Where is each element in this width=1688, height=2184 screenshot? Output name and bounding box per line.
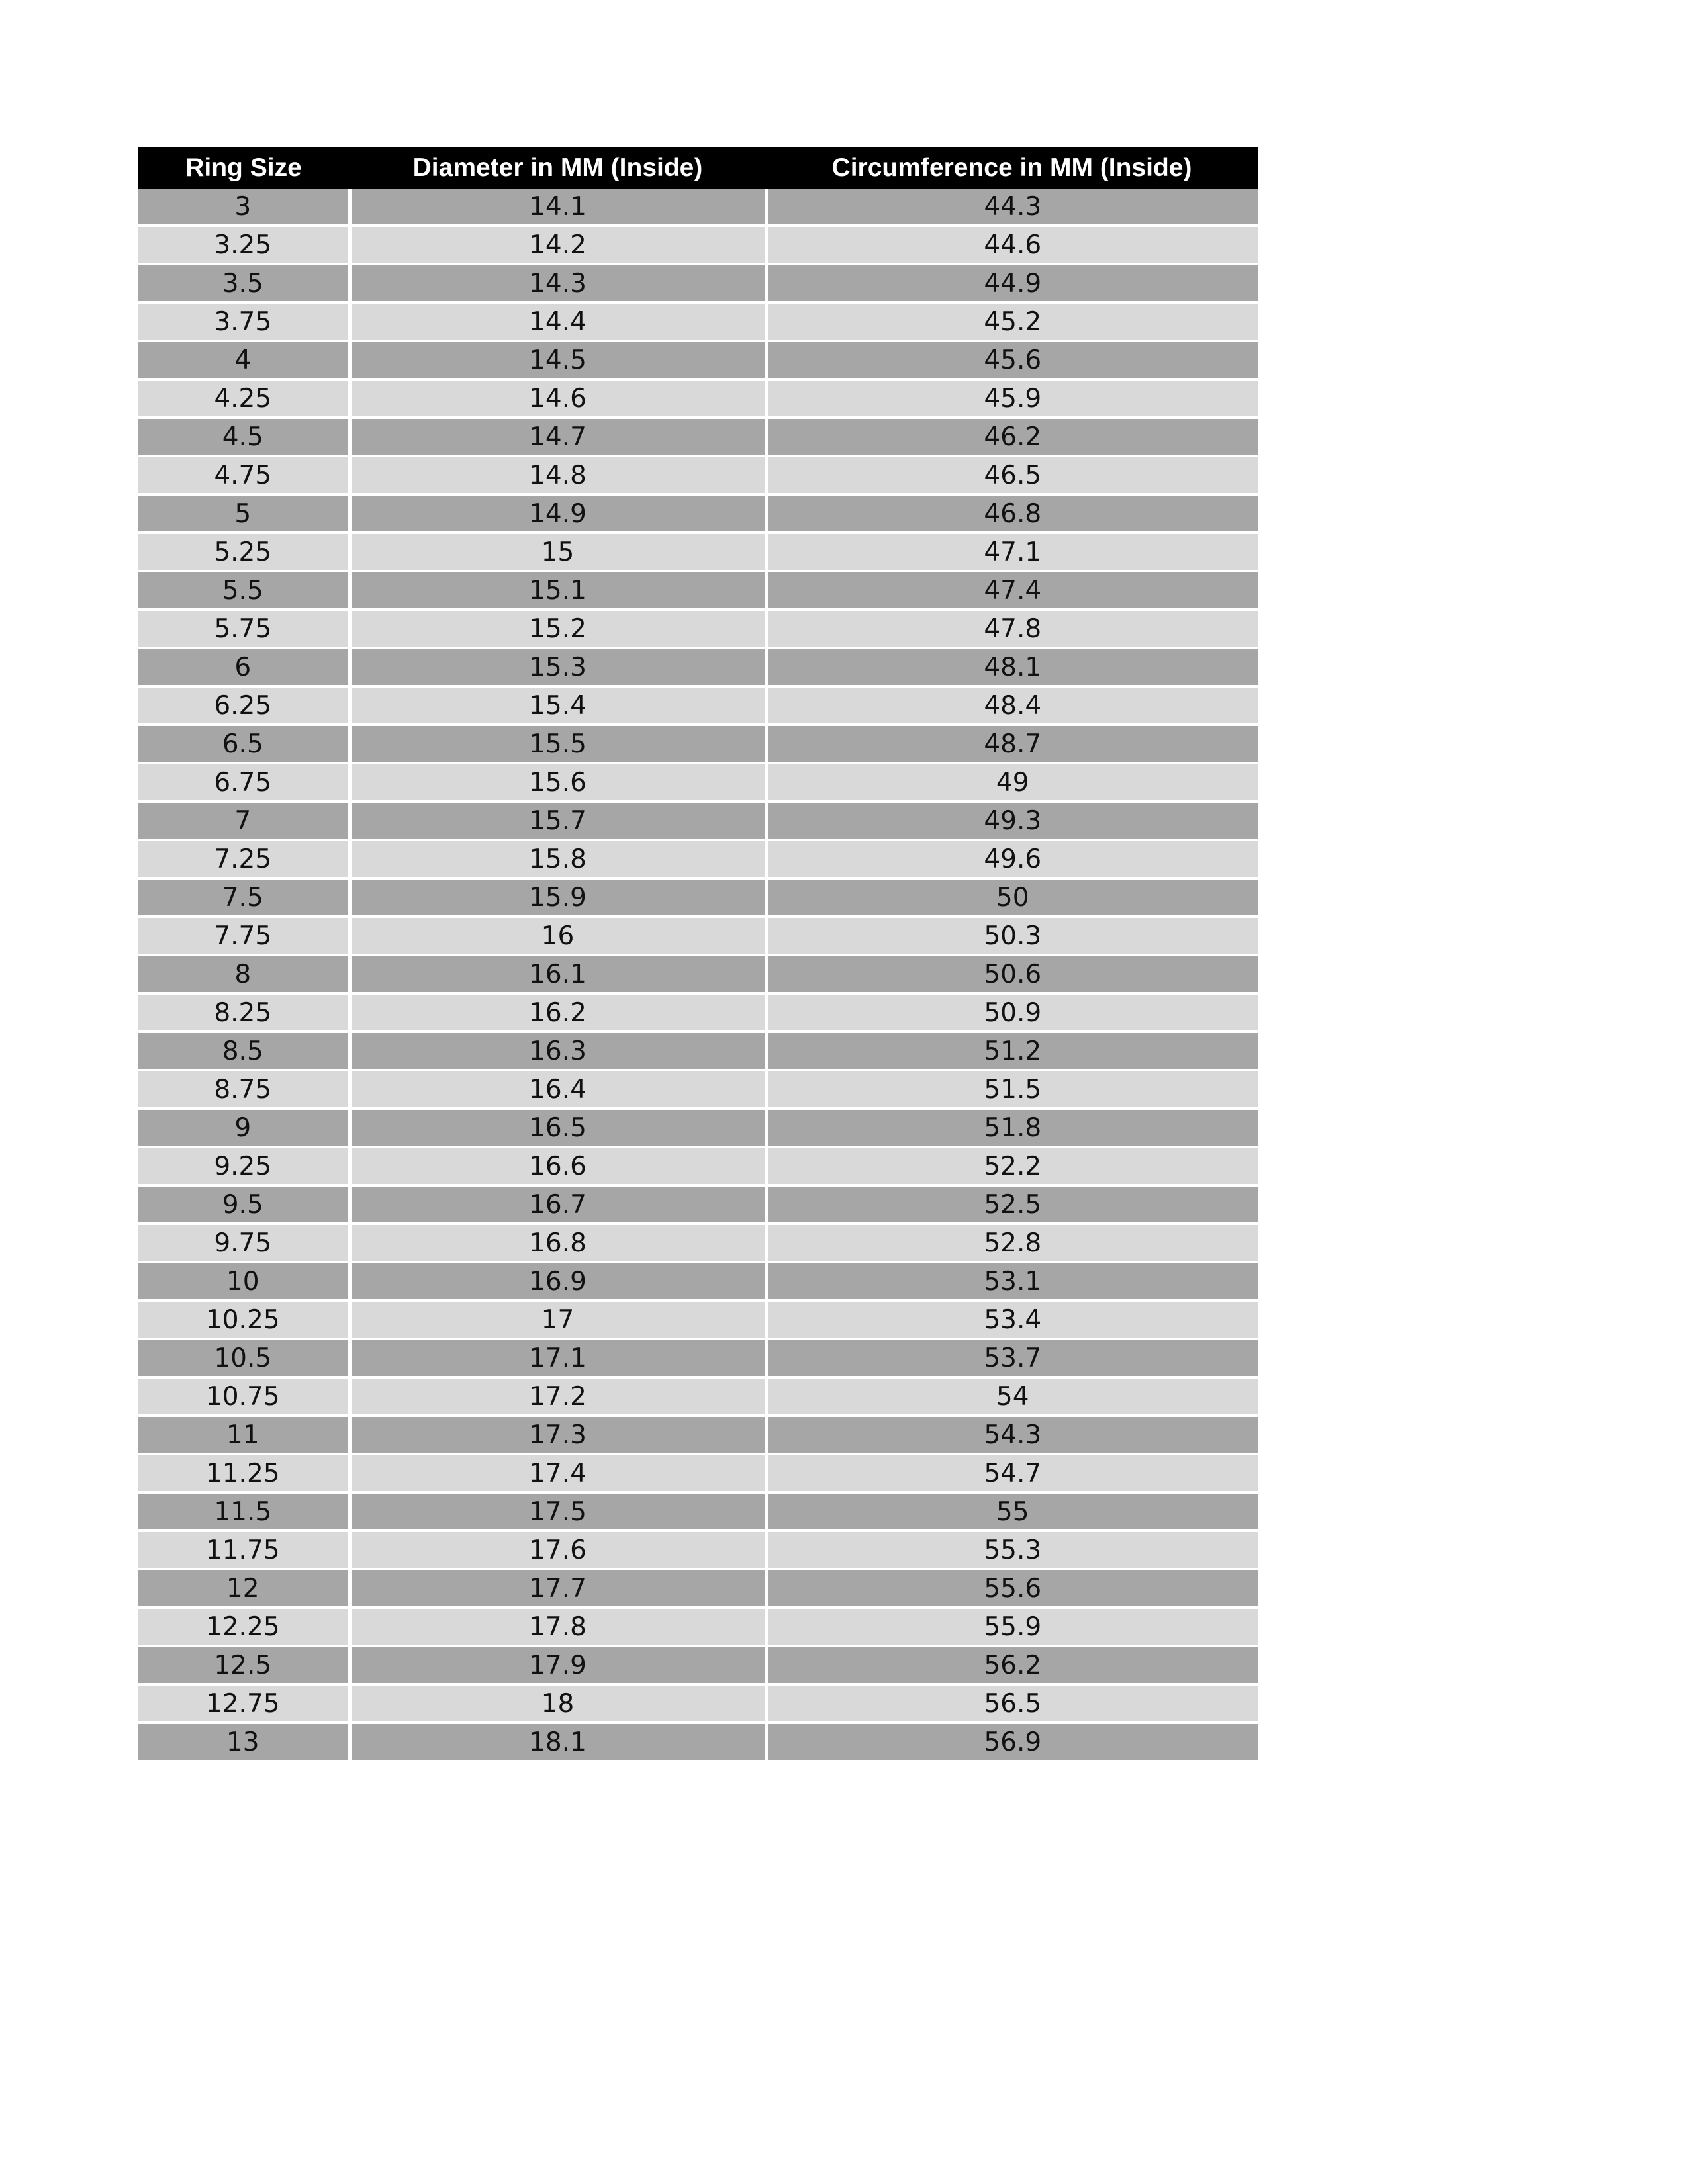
table-row [138, 1224, 1258, 1262]
diameter-cell: 14.8 [350, 456, 766, 494]
table-row [138, 686, 1258, 725]
circumference-cell: 46.2 [766, 418, 1258, 456]
table-row [138, 1569, 1258, 1608]
header-diameter: Diameter in MM (Inside) [350, 147, 766, 189]
table-row [138, 1454, 1258, 1492]
table-row [138, 1339, 1258, 1377]
ring-size-cell: 8.5 [138, 1032, 350, 1070]
ring-size-cell: 10 [138, 1262, 350, 1300]
ring-size-cell: 5.25 [138, 533, 350, 571]
circumference-cell: 55.6 [766, 1569, 1258, 1608]
diameter-cell: 16.3 [350, 1032, 766, 1070]
diameter-cell: 16.1 [350, 955, 766, 993]
diameter-cell: 18 [350, 1684, 766, 1723]
table-row [138, 993, 1258, 1032]
circumference-cell: 56.2 [766, 1646, 1258, 1684]
diameter-cell: 17.6 [350, 1531, 766, 1569]
table-row [138, 840, 1258, 878]
diameter-cell: 17.9 [350, 1646, 766, 1684]
ring-size-cell: 9.25 [138, 1147, 350, 1185]
table-row [138, 1646, 1258, 1684]
table-row [138, 1185, 1258, 1224]
ring-size-cell: 12 [138, 1569, 350, 1608]
table-row [138, 878, 1258, 917]
table-row [138, 1416, 1258, 1454]
ring-size-cell: 8.25 [138, 993, 350, 1032]
circumference-cell: 50 [766, 878, 1258, 917]
diameter-cell: 17.5 [350, 1492, 766, 1531]
table-row [138, 1109, 1258, 1147]
ring-size-cell: 7 [138, 801, 350, 840]
table-row [138, 1070, 1258, 1109]
ring-size-cell: 3.75 [138, 302, 350, 341]
ring-size-cell: 5.75 [138, 610, 350, 648]
table-row [138, 264, 1258, 302]
circumference-cell: 50.9 [766, 993, 1258, 1032]
circumference-cell: 45.9 [766, 379, 1258, 418]
circumference-cell: 46.5 [766, 456, 1258, 494]
table-row [138, 725, 1258, 763]
diameter-cell: 16.5 [350, 1109, 766, 1147]
ring-size-cell: 12.25 [138, 1608, 350, 1646]
table-row [138, 1262, 1258, 1300]
circumference-cell: 53.1 [766, 1262, 1258, 1300]
ring-size-cell: 10.5 [138, 1339, 350, 1377]
diameter-cell: 15.4 [350, 686, 766, 725]
ring-size-table [138, 147, 1258, 1762]
table-row [138, 1723, 1258, 1761]
diameter-cell: 14.5 [350, 341, 766, 379]
diameter-cell: 15.3 [350, 648, 766, 686]
table-row [138, 610, 1258, 648]
ring-size-cell: 9 [138, 1109, 350, 1147]
ring-size-cell: 10.25 [138, 1300, 350, 1339]
circumference-cell: 55.3 [766, 1531, 1258, 1569]
ring-size-cell: 13 [138, 1723, 350, 1761]
table-row [138, 1377, 1258, 1416]
table-body [138, 189, 1258, 1761]
diameter-cell: 14.2 [350, 226, 766, 264]
diameter-cell: 15 [350, 533, 766, 571]
circumference-cell: 51.5 [766, 1070, 1258, 1109]
ring-size-cell: 7.25 [138, 840, 350, 878]
circumference-cell: 48.4 [766, 686, 1258, 725]
circumference-cell: 47.4 [766, 571, 1258, 610]
circumference-cell: 44.3 [766, 189, 1258, 226]
circumference-cell: 50.6 [766, 955, 1258, 993]
diameter-cell: 16 [350, 917, 766, 955]
circumference-cell: 47.8 [766, 610, 1258, 648]
ring-size-cell: 9.5 [138, 1185, 350, 1224]
circumference-cell: 52.8 [766, 1224, 1258, 1262]
table-row [138, 571, 1258, 610]
diameter-cell: 17.1 [350, 1339, 766, 1377]
diameter-cell: 14.3 [350, 264, 766, 302]
table-row [138, 1608, 1258, 1646]
table-row [138, 341, 1258, 379]
diameter-cell: 15.1 [350, 571, 766, 610]
ring-size-cell: 11 [138, 1416, 350, 1454]
ring-size-cell: 6 [138, 648, 350, 686]
diameter-cell: 17.2 [350, 1377, 766, 1416]
diameter-cell: 18.1 [350, 1723, 766, 1761]
circumference-cell: 45.6 [766, 341, 1258, 379]
diameter-cell: 14.6 [350, 379, 766, 418]
header-row [138, 147, 1258, 189]
header-circumference: Circumference in MM (Inside) [766, 147, 1258, 189]
diameter-cell: 14.9 [350, 494, 766, 533]
ring-size-cell: 6.5 [138, 725, 350, 763]
table-row [138, 189, 1258, 226]
circumference-cell: 56.5 [766, 1684, 1258, 1723]
ring-size-cell: 3.25 [138, 226, 350, 264]
diameter-cell: 16.9 [350, 1262, 766, 1300]
table-row [138, 302, 1258, 341]
ring-size-cell: 12.75 [138, 1684, 350, 1723]
ring-size-cell: 7.5 [138, 878, 350, 917]
table-row [138, 456, 1258, 494]
ring-size-cell: 7.75 [138, 917, 350, 955]
table-row [138, 533, 1258, 571]
table-row [138, 955, 1258, 993]
table-row [138, 494, 1258, 533]
diameter-cell: 15.2 [350, 610, 766, 648]
circumference-cell: 54.7 [766, 1454, 1258, 1492]
ring-size-cell: 6.75 [138, 763, 350, 801]
diameter-cell: 15.8 [350, 840, 766, 878]
ring-size-cell: 4.5 [138, 418, 350, 456]
circumference-cell: 52.5 [766, 1185, 1258, 1224]
circumference-cell: 46.8 [766, 494, 1258, 533]
ring-size-cell: 6.25 [138, 686, 350, 725]
table-row [138, 1032, 1258, 1070]
diameter-cell: 14.1 [350, 189, 766, 226]
ring-size-cell: 4 [138, 341, 350, 379]
header-ring-size: Ring Size [138, 147, 350, 189]
diameter-cell: 16.8 [350, 1224, 766, 1262]
circumference-cell: 56.9 [766, 1723, 1258, 1761]
ring-size-cell: 11.5 [138, 1492, 350, 1531]
diameter-cell: 16.7 [350, 1185, 766, 1224]
table-row [138, 226, 1258, 264]
diameter-cell: 16.4 [350, 1070, 766, 1109]
circumference-cell: 52.2 [766, 1147, 1258, 1185]
ring-size-cell: 8 [138, 955, 350, 993]
table-row [138, 379, 1258, 418]
circumference-cell: 49 [766, 763, 1258, 801]
ring-size-cell: 10.75 [138, 1377, 350, 1416]
ring-size-cell: 5 [138, 494, 350, 533]
table-row [138, 1684, 1258, 1723]
diameter-cell: 17.3 [350, 1416, 766, 1454]
circumference-cell: 48.7 [766, 725, 1258, 763]
table-row [138, 1531, 1258, 1569]
diameter-cell: 14.7 [350, 418, 766, 456]
diameter-cell: 15.6 [350, 763, 766, 801]
table-row [138, 1492, 1258, 1531]
circumference-cell: 55 [766, 1492, 1258, 1531]
ring-size-cell: 4.25 [138, 379, 350, 418]
ring-size-cell: 11.75 [138, 1531, 350, 1569]
circumference-cell: 54.3 [766, 1416, 1258, 1454]
circumference-cell: 50.3 [766, 917, 1258, 955]
table-row [138, 1147, 1258, 1185]
circumference-cell: 49.6 [766, 840, 1258, 878]
circumference-cell: 44.6 [766, 226, 1258, 264]
diameter-cell: 16.2 [350, 993, 766, 1032]
circumference-cell: 53.4 [766, 1300, 1258, 1339]
circumference-cell: 51.2 [766, 1032, 1258, 1070]
ring-size-cell: 3 [138, 189, 350, 226]
diameter-cell: 17.7 [350, 1569, 766, 1608]
diameter-cell: 17.4 [350, 1454, 766, 1492]
diameter-cell: 15.9 [350, 878, 766, 917]
ring-size-cell: 12.5 [138, 1646, 350, 1684]
circumference-cell: 51.8 [766, 1109, 1258, 1147]
table-header [138, 147, 1258, 189]
ring-size-cell: 4.75 [138, 456, 350, 494]
table-row [138, 763, 1258, 801]
table-row [138, 1300, 1258, 1339]
table-row [138, 648, 1258, 686]
ring-size-cell: 5.5 [138, 571, 350, 610]
table-row [138, 917, 1258, 955]
diameter-cell: 14.4 [350, 302, 766, 341]
table-row [138, 418, 1258, 456]
circumference-cell: 48.1 [766, 648, 1258, 686]
ring-size-cell: 3.5 [138, 264, 350, 302]
diameter-cell: 15.5 [350, 725, 766, 763]
ring-size-cell: 11.25 [138, 1454, 350, 1492]
circumference-cell: 47.1 [766, 533, 1258, 571]
circumference-cell: 45.2 [766, 302, 1258, 341]
diameter-cell: 16.6 [350, 1147, 766, 1185]
circumference-cell: 54 [766, 1377, 1258, 1416]
table-row [138, 801, 1258, 840]
circumference-cell: 53.7 [766, 1339, 1258, 1377]
ring-size-cell: 8.75 [138, 1070, 350, 1109]
circumference-cell: 55.9 [766, 1608, 1258, 1646]
diameter-cell: 15.7 [350, 801, 766, 840]
diameter-cell: 17 [350, 1300, 766, 1339]
diameter-cell: 17.8 [350, 1608, 766, 1646]
ring-size-cell: 9.75 [138, 1224, 350, 1262]
circumference-cell: 49.3 [766, 801, 1258, 840]
circumference-cell: 44.9 [766, 264, 1258, 302]
